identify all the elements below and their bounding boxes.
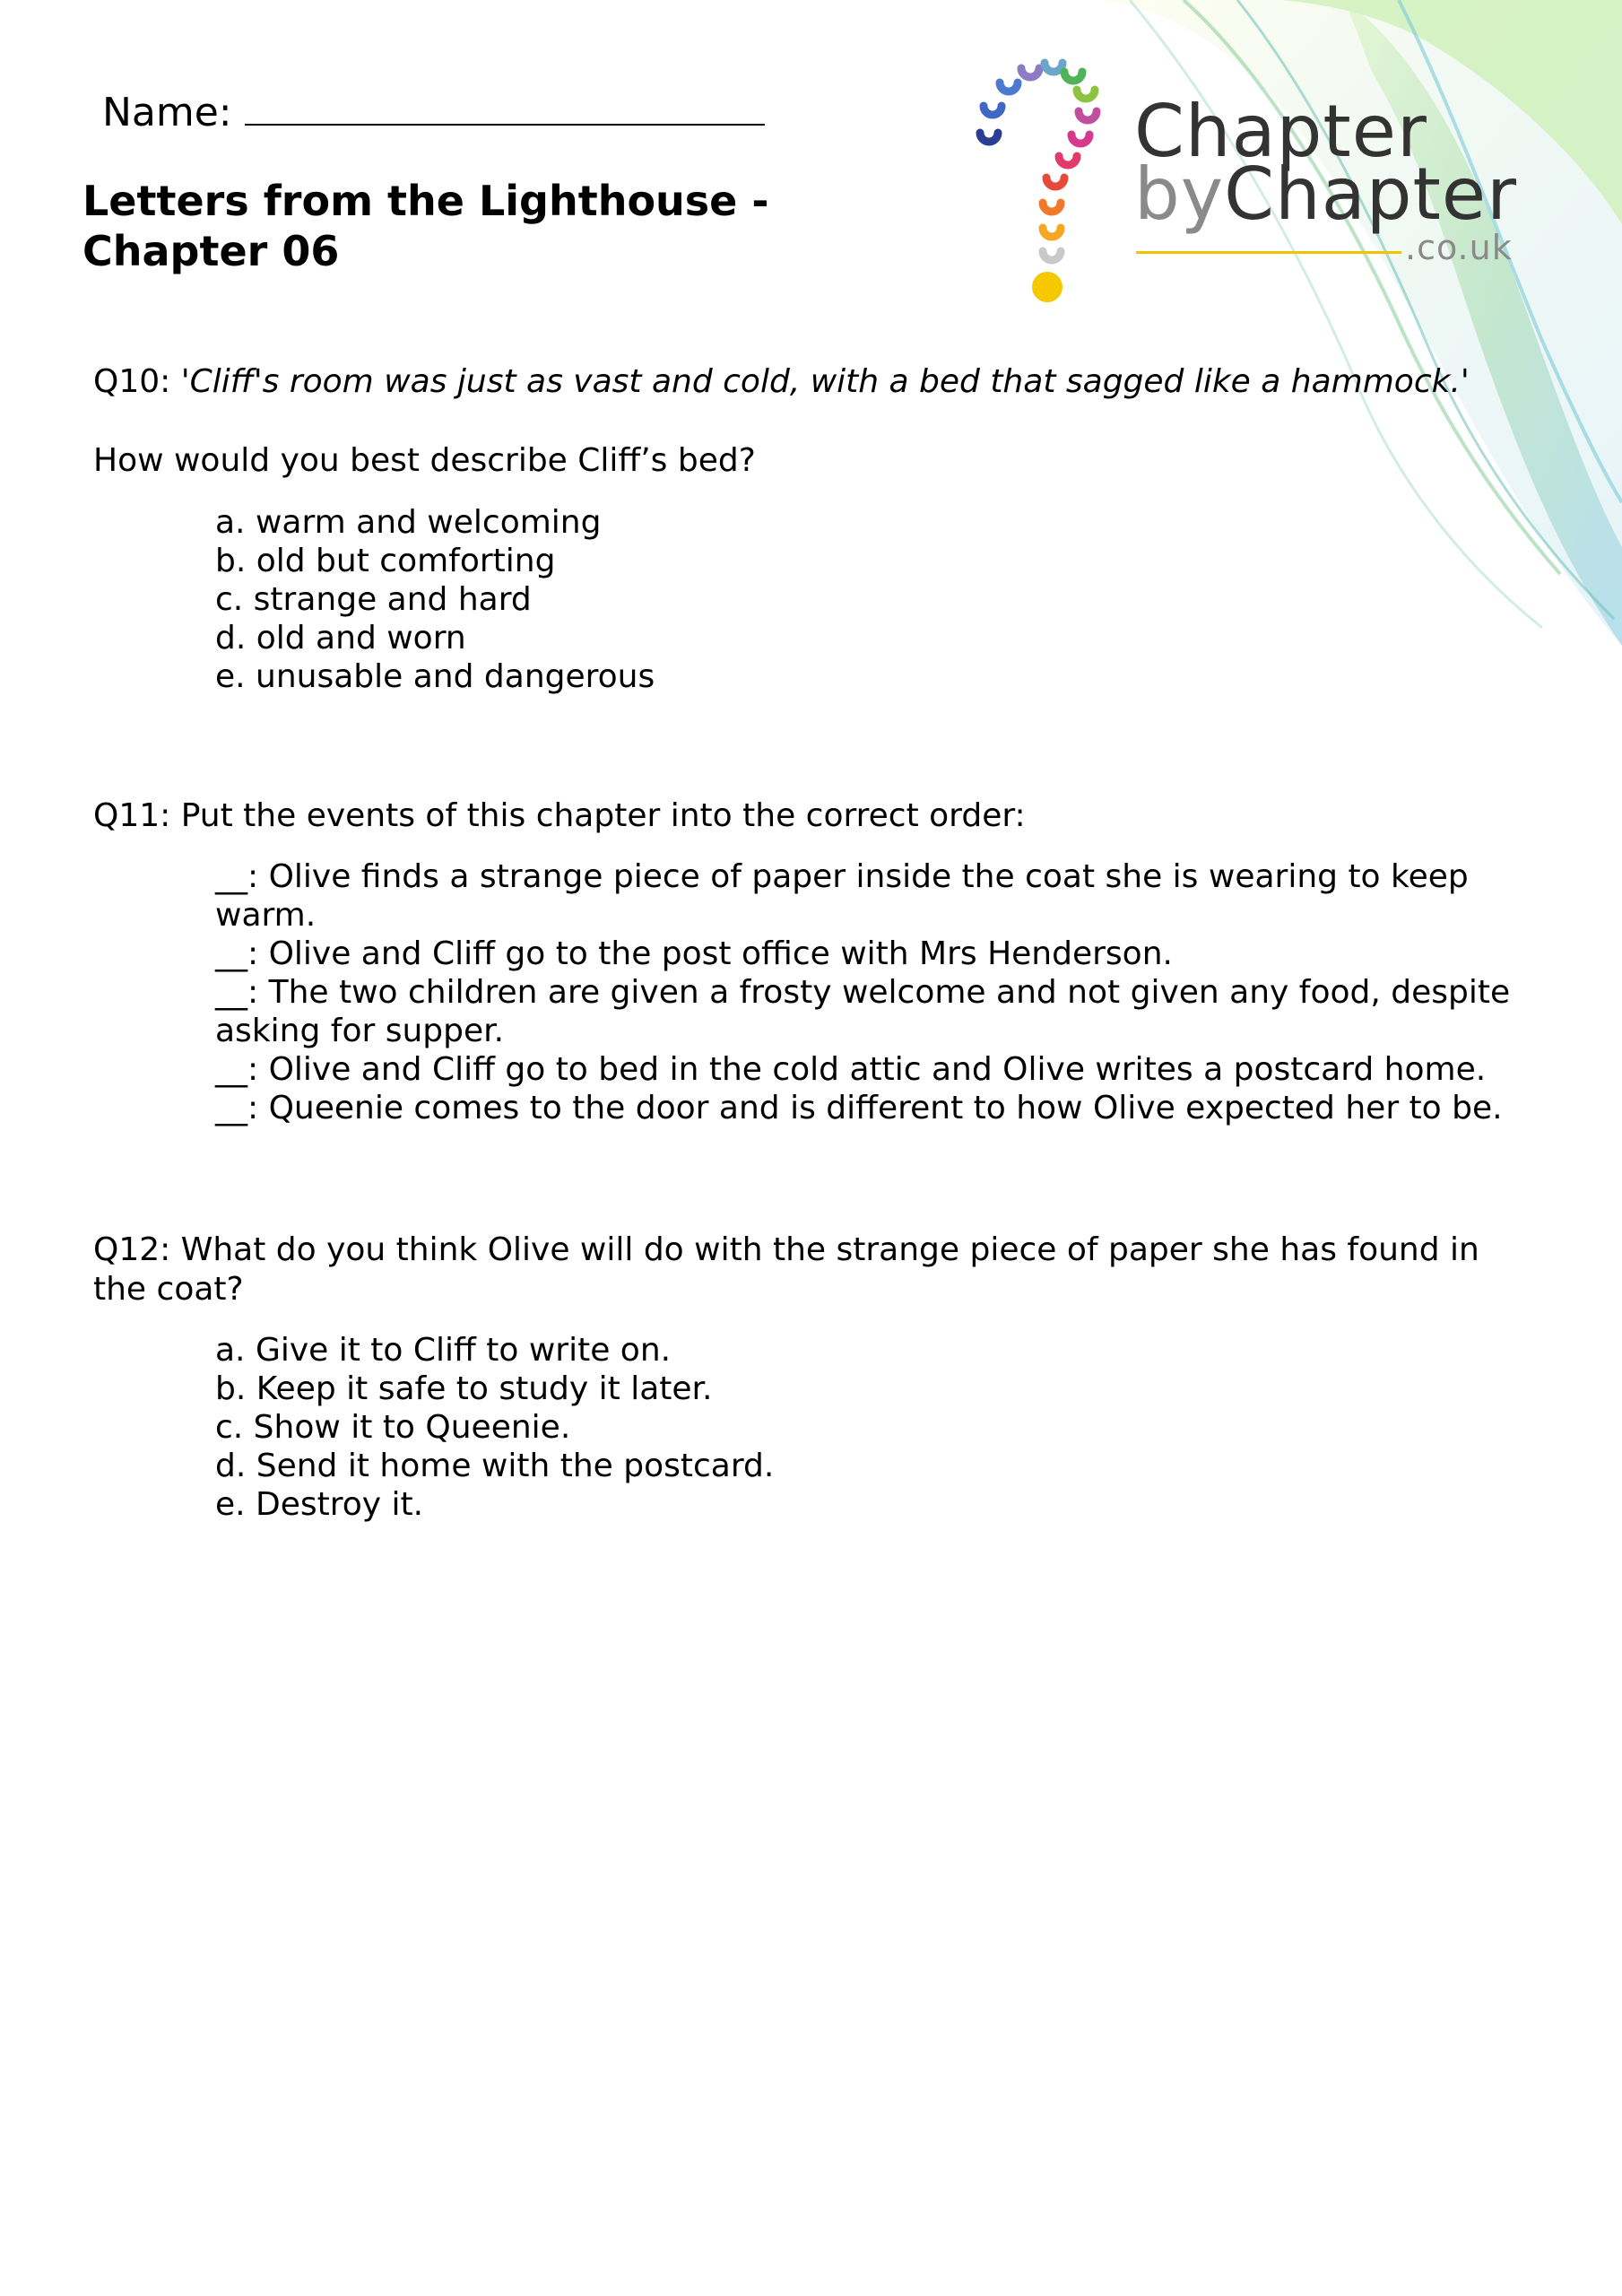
q12-option-a[interactable]: a. Give it to Cliff to write on.: [215, 1332, 672, 1369]
q11-event-1[interactable]: __: Olive finds a strange piece of paper inside the coat she is wearing to keep warm.: [215, 858, 1469, 934]
question-mark-books-icon: [964, 52, 1116, 312]
logo-word-bychapter: [1134, 152, 1517, 236]
q11-question: Q11: Put the events of this chapter into the correct order:: [93, 797, 1026, 834]
q10-option-b[interactable]: b. old but comforting: [215, 543, 556, 579]
q12-option-b[interactable]: b. Keep it safe to study it later.: [215, 1370, 713, 1407]
question-dot-icon: [1032, 272, 1063, 302]
q10-option-c[interactable]: c. strange and hard: [215, 581, 532, 618]
q10-question: How would you best describe Cliff’s bed?: [93, 442, 756, 479]
q11-event-5[interactable]: __: Queenie comes to the door and is different to how Olive expected her to be.: [215, 1090, 1503, 1126]
name-blank-line[interactable]: [245, 88, 765, 126]
q10-quote: 'Cliff's room was just as vast and cold, with a bed that sagged like a hammock.': [180, 363, 1470, 400]
q10-options: [215, 503, 1542, 696]
logo-word-chapter-2: Chapter: [1224, 152, 1517, 236]
q10-option-e[interactable]: e. unusable and dangerous: [215, 658, 655, 695]
chapter-by-chapter-logo: [964, 52, 1538, 312]
logo-word-by: by: [1134, 152, 1225, 236]
logo-underline: [1136, 251, 1401, 254]
q11-event-3[interactable]: __: The two children are given a frosty welcome and not given any food, despite asking for supper.: [215, 974, 1511, 1049]
q12-option-d[interactable]: d. Send it home with the postcard.: [215, 1448, 775, 1484]
q10-option-a[interactable]: a. warm and welcoming: [215, 504, 602, 541]
page-title: [82, 176, 769, 276]
logo-word-chapter: Chapter: [1134, 90, 1427, 173]
q11-event-4[interactable]: __: Olive and Cliff go to bed in the cold attic and Olive writes a postcard home.: [215, 1051, 1487, 1088]
title-line-2: Chapter 06: [82, 227, 340, 275]
title-line-1: Letters from the Lighthouse -: [82, 177, 769, 225]
name-label: Name:: [102, 90, 232, 135]
question-10: [93, 362, 1546, 402]
q12-option-c[interactable]: c. Show it to Queenie.: [215, 1409, 571, 1446]
q10-prefix: Q10:: [93, 363, 181, 400]
q11-events: [215, 857, 1533, 1127]
q10-option-d[interactable]: d. old and worn: [215, 620, 466, 657]
name-field-row: [102, 88, 765, 135]
q11-event-2[interactable]: __: Olive and Cliff go to the post office with Mrs Henderson.: [215, 935, 1173, 972]
logo-domain: .co.uk: [1405, 228, 1513, 267]
q12-options: [215, 1331, 1542, 1524]
q12-option-e[interactable]: e. Destroy it.: [215, 1486, 424, 1523]
q12-question: Q12: What do you think Olive will do with the strange piece of paper she has found in the coat?: [93, 1231, 1479, 1308]
